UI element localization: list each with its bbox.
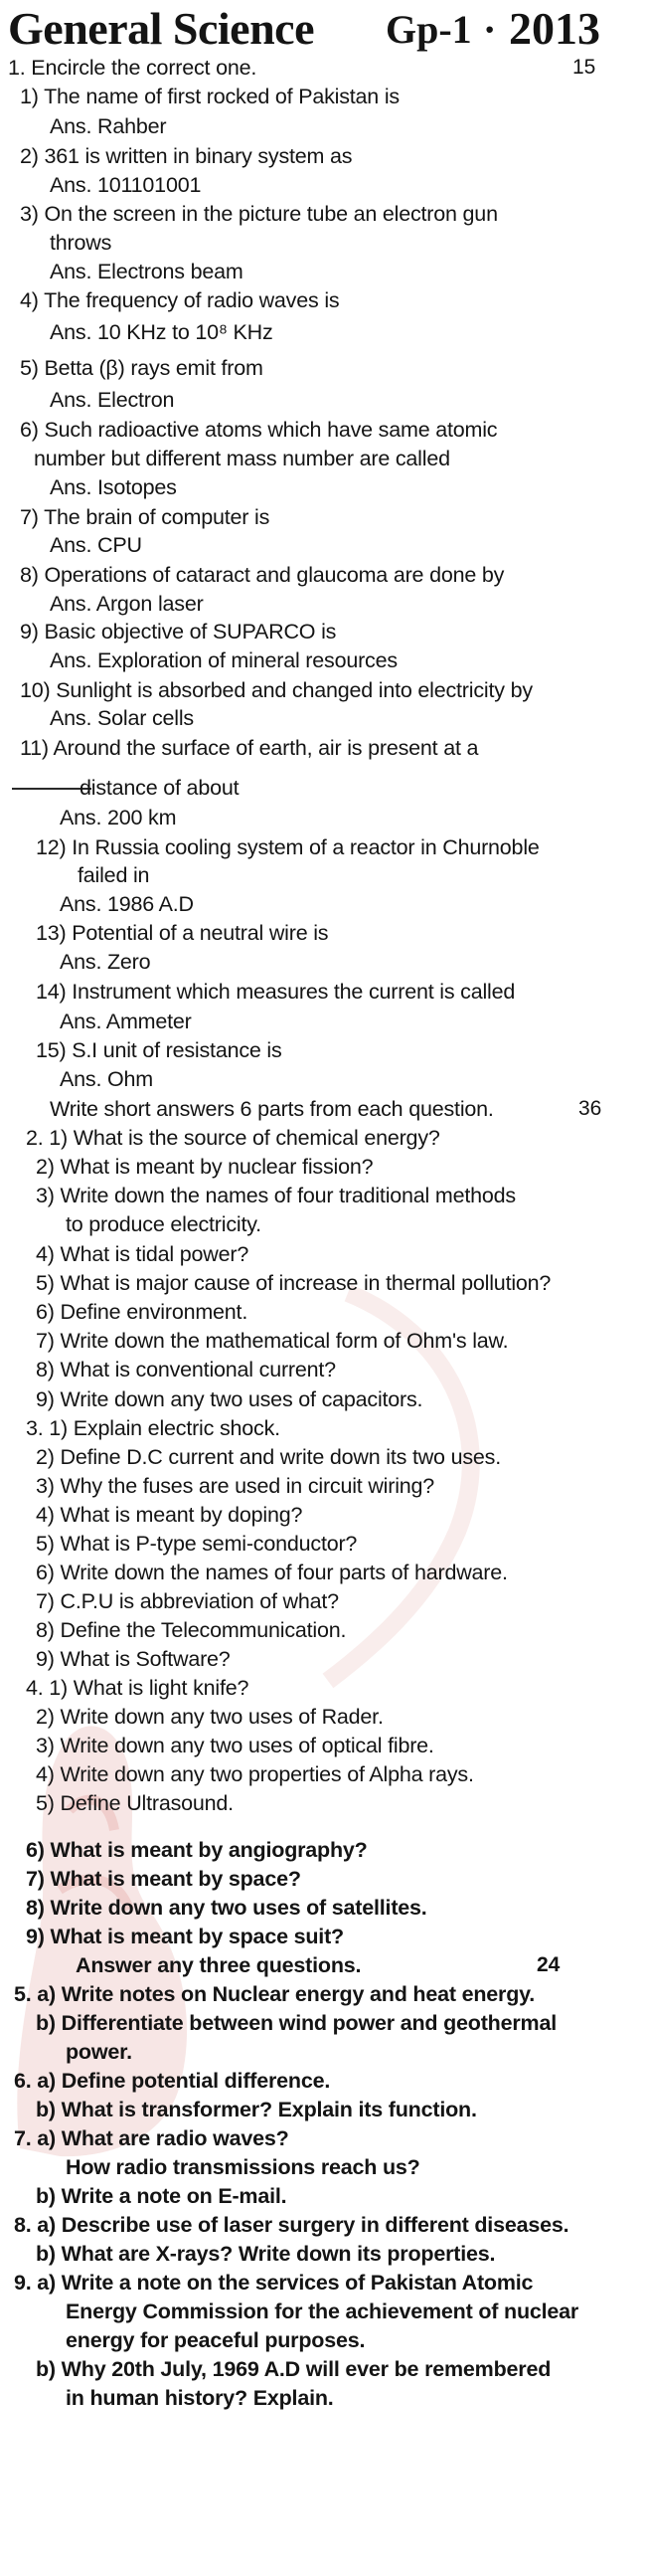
- text-line: 4) What is meant by doping?: [36, 1503, 303, 1527]
- text-line: b) Differentiate between wind power and geothermal: [36, 2011, 557, 2035]
- text-line: 8) Define the Telecommunication.: [36, 1618, 347, 1642]
- text-line: 1. Encircle the correct one.: [8, 56, 257, 80]
- text-line: 8) Write down any two uses of satellites.: [26, 1896, 427, 1920]
- text-line: 4) What is tidal power?: [36, 1242, 249, 1266]
- text-line: b) What are X-rays? Write down its properties.: [36, 2242, 496, 2266]
- text-line: Ans. 1986 A.D: [60, 892, 194, 916]
- exam-year: 2013: [509, 3, 600, 54]
- marks-value: 24: [537, 1953, 561, 1976]
- paper-header: [8, 0, 636, 62]
- text-line: 5. a) Write notes on Nuclear energy and heat energy.: [14, 1982, 536, 2006]
- text-line: 9) What is meant by space suit?: [26, 1925, 344, 1948]
- text-line: 3) On the screen in the picture tube an electron gun: [20, 202, 498, 226]
- text-line: 5) What is major cause of increase in thermal pollution?: [36, 1271, 552, 1295]
- text-line: Answer any three questions.: [76, 1953, 362, 1977]
- text-line: 4) The frequency of radio waves is: [20, 288, 340, 312]
- text-line: Ans. 200 km: [60, 806, 177, 829]
- header-separator: ·: [483, 7, 497, 52]
- text-line: 9) Basic objective of SUPARCO is: [20, 620, 337, 644]
- text-line: 2) What is meant by nuclear fission?: [36, 1155, 374, 1179]
- text-line: 9. a) Write a note on the services of Pakistan Atomic: [14, 2271, 534, 2295]
- text-line: 14) Instrument which measures the current is called: [36, 980, 516, 1004]
- text-line: number but different mass number are called: [34, 447, 450, 470]
- text-line: Ans. Ammeter: [60, 1010, 192, 1033]
- text-line: Ans. Rahber: [50, 114, 167, 138]
- text-line: Ans. Electron: [50, 388, 175, 412]
- text-line: Ans. Electrons beam: [50, 260, 243, 283]
- text-line: Write short answers 6 parts from each question.: [50, 1097, 494, 1121]
- text-line: in human history? Explain.: [66, 2386, 334, 2410]
- marks-value: 15: [572, 56, 596, 79]
- text-line: to produce electricity.: [66, 1212, 261, 1236]
- text-line: 3) Write down any two uses of optical fibre.: [36, 1734, 434, 1757]
- text-line: energy for peaceful purposes.: [66, 2328, 366, 2352]
- text-line: failed in: [78, 863, 150, 887]
- text-line: Ans. Exploration of mineral resources: [50, 648, 398, 672]
- text-line: 3. 1) Explain electric shock.: [26, 1416, 280, 1440]
- text-line: 5) What is P-type semi-conductor?: [36, 1532, 358, 1556]
- text-line: 4) Write down any two properties of Alpha rays.: [36, 1762, 474, 1786]
- text-line: 2) Write down any two uses of Rader.: [36, 1705, 384, 1729]
- marks-value: 36: [578, 1097, 602, 1120]
- text-line: Ans. Zero: [60, 950, 151, 974]
- text-line: throws: [50, 231, 112, 255]
- text-line: 5) Define Ultrasound.: [36, 1791, 234, 1815]
- text-line: 6. a) Define potential difference.: [14, 2069, 331, 2093]
- text-line: Energy Commission for the achievement of nuclear: [66, 2300, 579, 2323]
- text-line: 12) In Russia cooling system of a reactor in Churnoble: [36, 835, 540, 859]
- text-line: 2) 361 is written in binary system as: [20, 144, 353, 168]
- text-line: 8) Operations of cataract and glaucoma are done by: [20, 563, 505, 587]
- text-line: b) Write a note on E-mail.: [36, 2184, 287, 2208]
- text-line: 9) Write down any two uses of capacitors.: [36, 1387, 423, 1411]
- text-line: 15) S.I unit of resistance is: [36, 1038, 282, 1062]
- text-line: 10) Sunlight is absorbed and changed into electricity by: [20, 678, 533, 702]
- text-line: 5) Betta (β) rays emit from: [20, 356, 263, 380]
- text-line: Ans. Argon laser: [50, 592, 204, 616]
- text-line: Ans. CPU: [50, 533, 142, 557]
- text-line: 6) Such radioactive atoms which have same atomic: [20, 418, 498, 442]
- text-line: 9) What is Software?: [36, 1647, 231, 1671]
- text-line: b) What is transformer? Explain its function.: [36, 2098, 477, 2121]
- text-line: power.: [66, 2040, 132, 2064]
- text-line: distance of about: [80, 776, 240, 800]
- text-line: Ans. Isotopes: [50, 475, 177, 499]
- text-line: 7. a) What are radio waves?: [14, 2126, 289, 2150]
- text-line: Ans. 10 KHz to 10⁸ KHz: [50, 320, 273, 344]
- text-line: 7) Write down the mathematical form of Ohm's law.: [36, 1329, 509, 1353]
- group-label: Gp-1: [386, 7, 472, 52]
- text-line: 8. a) Describe use of laser surgery in different diseases.: [14, 2213, 569, 2237]
- text-line: How radio transmissions reach us?: [66, 2155, 420, 2179]
- text-line: 4. 1) What is light knife?: [26, 1676, 249, 1700]
- text-line: 2) Define D.C current and write down its two uses.: [36, 1445, 501, 1469]
- text-line: 8) What is conventional current?: [36, 1358, 336, 1381]
- text-line: Ans. 101101001: [50, 173, 202, 197]
- text-line: 7) The brain of computer is: [20, 505, 270, 529]
- text-line: 1) The name of first rocked of Pakistan is: [20, 85, 400, 108]
- text-line: 7) What is meant by space?: [26, 1867, 301, 1891]
- text-line: 11) Around the surface of earth, air is present at a: [20, 736, 479, 760]
- text-line: 6) Define environment.: [36, 1300, 248, 1324]
- subject-title: General Science: [8, 3, 315, 54]
- text-line: Ans. Ohm: [60, 1067, 153, 1091]
- text-line: 6) What is meant by angiography?: [26, 1838, 368, 1862]
- text-line: 2. 1) What is the source of chemical energy?: [26, 1126, 440, 1150]
- text-line: 3) Why the fuses are used in circuit wiring?: [36, 1474, 435, 1498]
- text-line: 3) Write down the names of four traditional methods: [36, 1184, 516, 1207]
- text-line: 6) Write down the names of four parts of hardware.: [36, 1561, 508, 1584]
- text-line: b) Why 20th July, 1969 A.D will ever be remembered: [36, 2357, 552, 2381]
- text-line: 7) C.P.U is abbreviation of what?: [36, 1589, 339, 1613]
- text-line: 13) Potential of a neutral wire is: [36, 921, 329, 945]
- text-line: Ans. Solar cells: [50, 706, 194, 730]
